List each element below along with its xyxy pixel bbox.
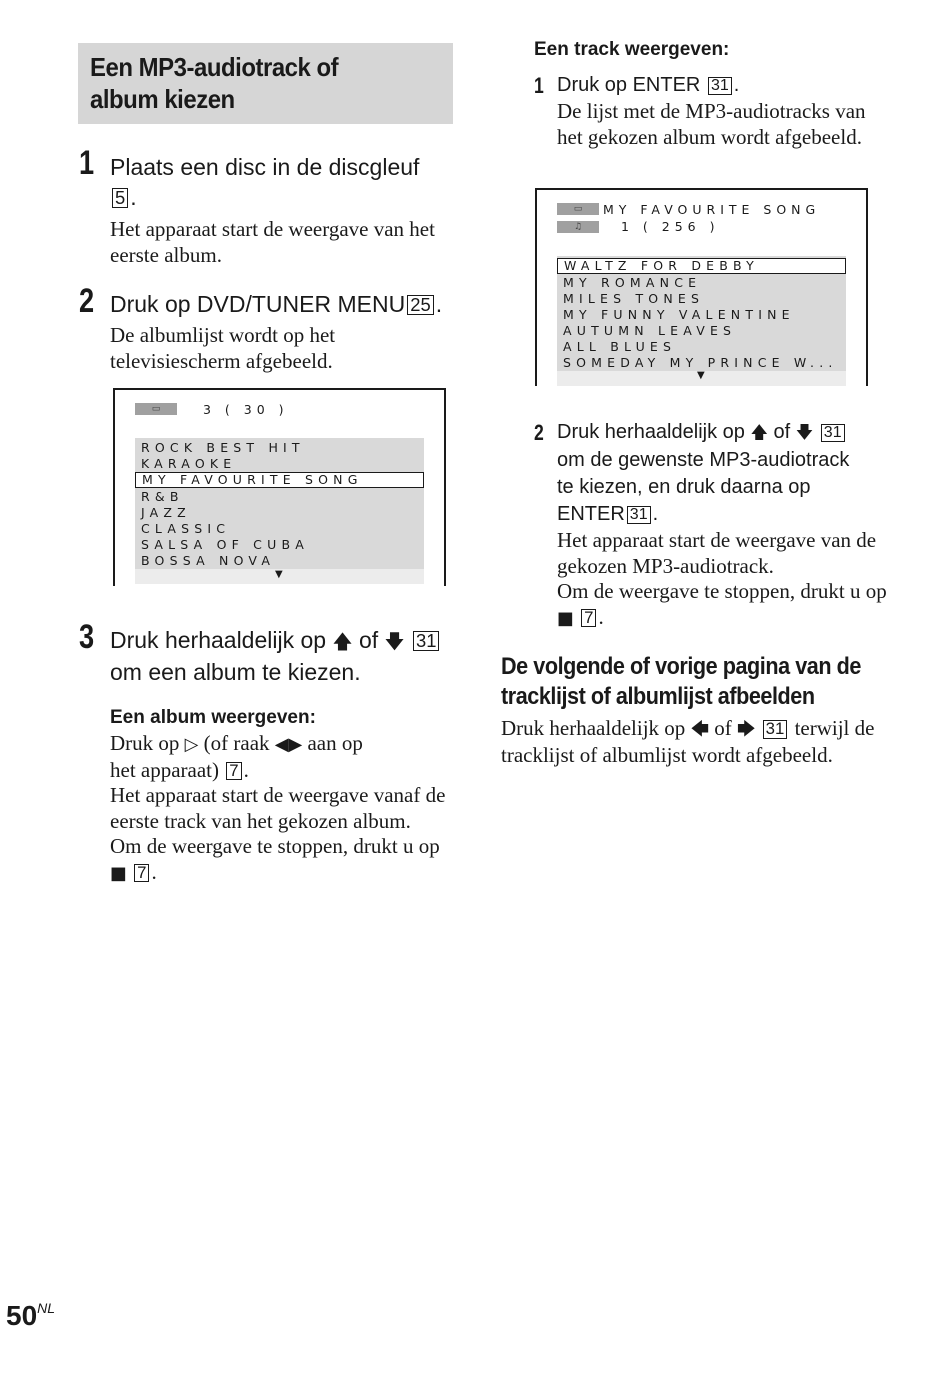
track-step-2-body: Het apparaat start de weergave van de gekozen MP3-audiotrack. Om de weergave te stoppen, drukt u op ■ 7 . <box>557 528 887 629</box>
track-step-2-title: Druk herhaaldelijk op 🡅 of 🡇 31 om de gewenste MP3-audiotrack te kiezen, en druk daarna op ENTER 31 . <box>557 419 887 528</box>
album-item[interactable]: ROCK BEST HIT <box>141 440 305 455</box>
play-icon: ▷ <box>184 734 199 755</box>
step-3-number: 3 <box>79 618 95 656</box>
track-step-2-number: 2 <box>534 420 544 445</box>
album-play-line1c: aan op <box>307 731 363 755</box>
ref-31: 31 <box>708 77 732 95</box>
album-item[interactable]: SALSA OF CUBA <box>141 537 309 552</box>
album-item[interactable]: JAZZ <box>141 505 191 520</box>
ref-7: 7 <box>134 864 149 883</box>
album-item[interactable]: CLASSIC <box>141 521 231 536</box>
track-step-2-body1: Het apparaat start de weergave van de gekozen MP3-audiotrack. <box>557 528 877 578</box>
track-step-2-line3: te kiezen, en druk daarna op <box>557 476 811 498</box>
of-text: of <box>773 421 791 443</box>
album-count: 3 ( 30 ) <box>203 402 289 417</box>
album-icon: ▭ <box>135 403 177 415</box>
left-arrow-icon: 🡄 <box>690 719 709 740</box>
album-item[interactable]: BOSSA NOVA <box>141 553 276 568</box>
track-step-2-line4: ENTER <box>557 503 625 525</box>
track-item[interactable]: MY FUNNY VALENTINE <box>563 307 795 322</box>
ref-7: 7 <box>226 762 241 781</box>
note-icon: ♫ <box>557 221 599 233</box>
album-play-line1b: (of raak <box>203 731 270 755</box>
page-number <box>6 1300 55 1332</box>
track-play-heading: Een track weergeven: <box>534 39 730 60</box>
step-2-body: De albumlijst wordt op het televisiescherm afgebeeld. <box>110 323 336 373</box>
track-step-2-line1: Druk herhaaldelijk op <box>557 421 745 443</box>
album-play-body: Druk op ▷ (of raak ◀▶ aan op het apparaat) 7 . Het apparaat start de weergave vanaf de eerste track van het gekozen album. Om de weergave te stoppen, drukt u op ■ 7 . <box>110 731 450 886</box>
track-list <box>557 256 846 386</box>
ref-31: 31 <box>413 631 439 651</box>
track-step-2-line2: om de gewenste MP3-audiotrack <box>557 449 850 471</box>
page-nav-body-a: Druk herhaaldelijk op <box>501 716 686 740</box>
album-list <box>135 438 424 584</box>
step-1-body: Het apparaat start de weergave van het eerste album. <box>110 217 435 267</box>
track-step-1-title-text: Druk op ENTER <box>557 74 701 96</box>
scroll-down-icon: ▼ <box>275 569 283 580</box>
album-name: MY FAVOURITE SONG <box>603 202 821 217</box>
album-play-line1a: Druk op <box>110 731 180 755</box>
album-play-line2: het apparaat) <box>110 757 220 782</box>
ref-7: 7 <box>581 609 596 628</box>
album-item-selected[interactable]: MY FAVOURITE SONG <box>135 472 424 488</box>
album-item[interactable]: R&B <box>141 489 184 504</box>
album-play-line4: Om de weergave te stoppen, drukt u op <box>110 834 440 858</box>
down-arrow-icon: 🡇 <box>795 423 814 443</box>
scroll-down-icon: ▼ <box>697 370 705 381</box>
page-nav-heading: De volgende of vorige pagina van de tracklijst of albumlijst afbeelden <box>501 653 861 710</box>
of-text: of <box>358 627 379 653</box>
page-nav-body <box>501 716 901 768</box>
skip-icon: ◀▶ <box>274 734 303 755</box>
track-step-1-body: De lijst met de MP3-audiotracks van het gekozen album wordt afgebeeld. <box>557 99 866 149</box>
right-arrow-icon: 🡆 <box>736 719 756 740</box>
album-list-screen <box>113 388 446 586</box>
up-arrow-icon: 🡅 <box>750 423 768 443</box>
down-arrow-icon: 🡇 <box>384 630 405 653</box>
of-text: of <box>714 716 732 740</box>
track-item-selected[interactable]: WALTZ FOR DEBBY <box>557 258 846 274</box>
album-play-heading: Een album weergeven: <box>110 707 316 728</box>
album-icon: ▭ <box>557 203 599 215</box>
step-2-number: 2 <box>79 282 95 320</box>
step-1-title-text: Plaats een disc in de discgleuf <box>110 154 420 180</box>
step-1-number: 1 <box>79 144 95 182</box>
ref-5: 5 <box>112 188 128 208</box>
album-item[interactable]: KARAOKE <box>141 456 237 471</box>
track-item[interactable]: MY ROMANCE <box>563 275 702 290</box>
stop-icon: ■ <box>110 862 127 884</box>
page-lang: NL <box>37 1300 56 1316</box>
step-3-title-b: om een album te kiezen. <box>110 659 361 685</box>
page-nav-body-b: terwijl de tracklijst of albumlijst wordt afgebeeld. <box>501 716 875 767</box>
step-1-title: Plaats een disc in de discgleuf 5 . <box>110 154 420 210</box>
step-3-title-a: Druk herhaaldelijk op <box>110 627 327 653</box>
page-number-value: 50 <box>6 1300 38 1331</box>
ref-31: 31 <box>821 424 845 442</box>
track-item[interactable]: MILES TONES <box>563 291 705 306</box>
ref-31: 31 <box>627 506 651 524</box>
track-item[interactable]: SOMEDAY MY PRINCE W... <box>563 355 838 370</box>
step-3-title <box>110 625 455 687</box>
track-item[interactable]: AUTUMN LEAVES <box>563 323 737 338</box>
step-2-title-text: Druk op DVD/TUNER MENU <box>110 291 406 317</box>
stop-icon: ■ <box>557 607 574 629</box>
track-item[interactable]: ALL BLUES <box>563 339 677 354</box>
track-count: 1 ( 256 ) <box>621 219 720 234</box>
track-step-2-body2: Om de weergave te stoppen, drukt u op <box>557 579 887 603</box>
track-step-1-number: 1 <box>534 73 544 98</box>
section-header <box>78 43 453 124</box>
track-step-1-title: Druk op ENTER 31 . <box>557 74 740 96</box>
album-play-line3: Het apparaat start de weergave vanaf de eerste track van het gekozen album. <box>110 783 446 833</box>
ref-31: 31 <box>763 720 788 739</box>
section-title: Een MP3-audiotrack of album kiezen <box>90 52 339 114</box>
step-2-title: Druk op DVD/TUNER MENU 25 . <box>110 291 443 317</box>
up-arrow-icon: 🡅 <box>332 630 353 653</box>
ref-25: 25 <box>407 295 433 315</box>
track-list-screen <box>535 188 868 386</box>
